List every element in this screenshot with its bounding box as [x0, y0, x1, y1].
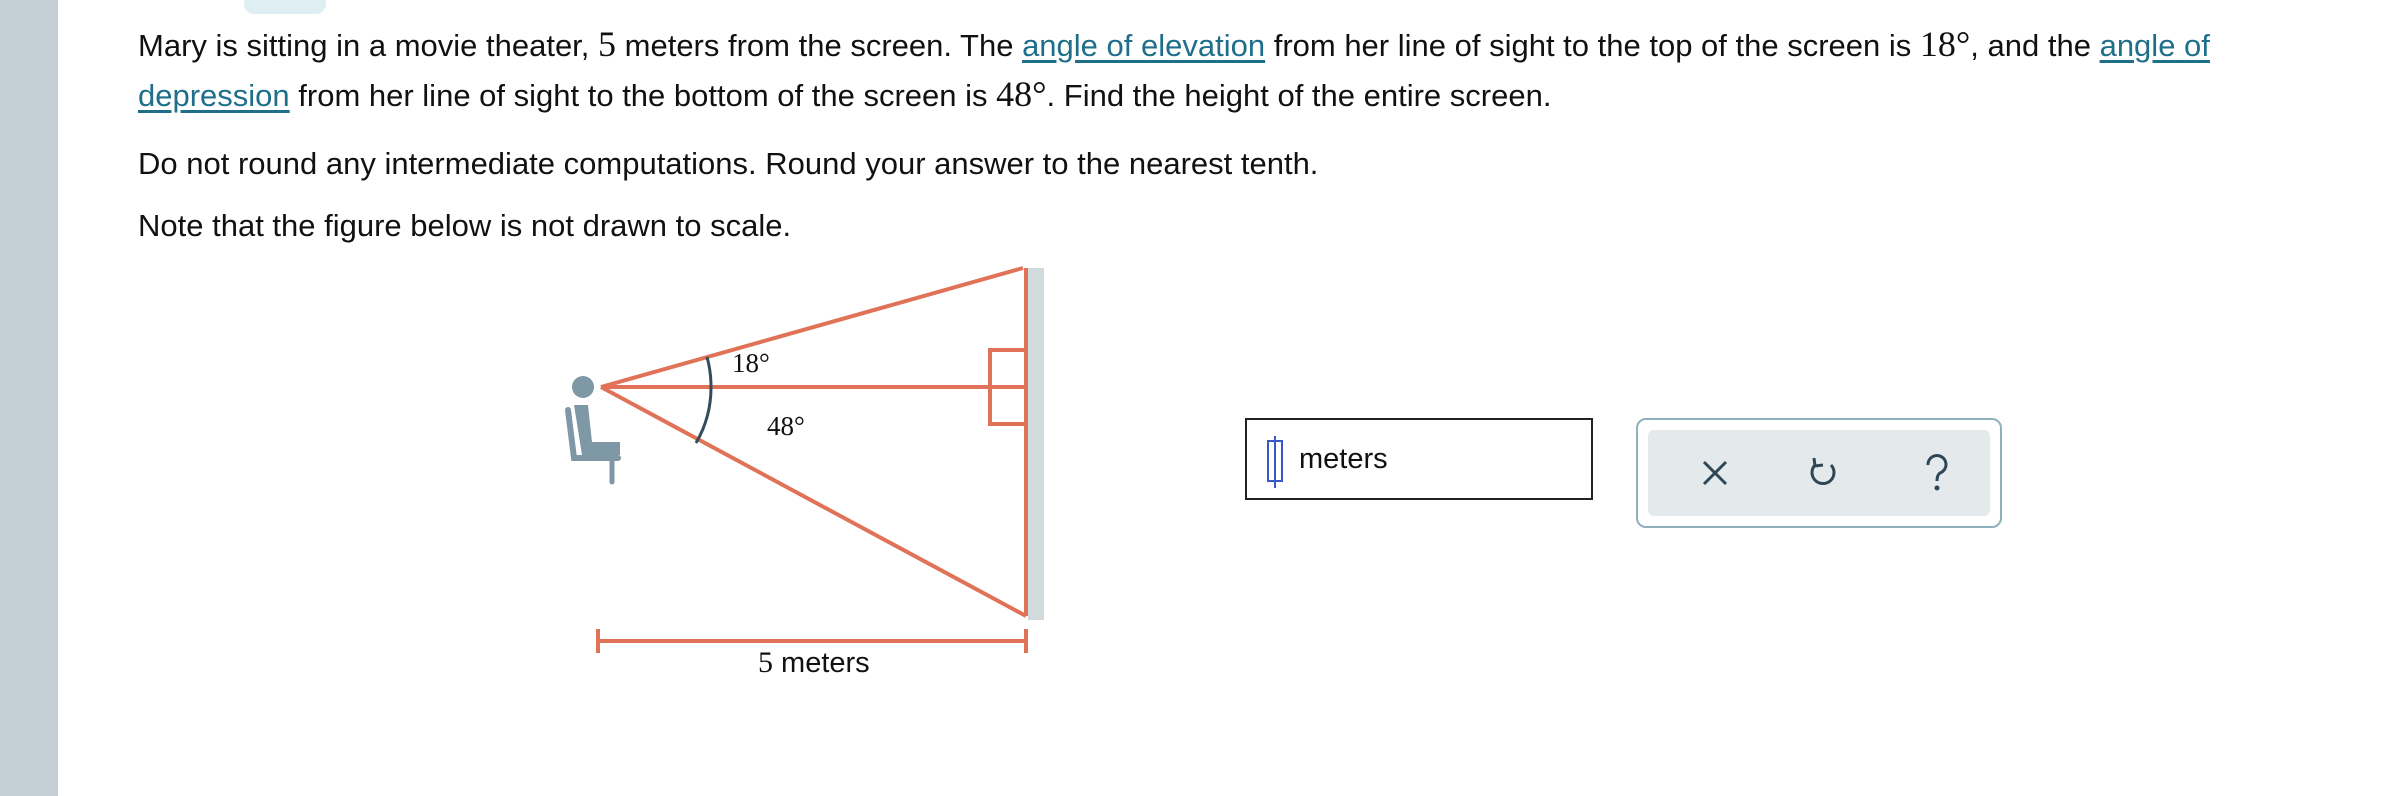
answer-input[interactable]: [1245, 418, 1593, 500]
movie-screen: [1028, 268, 1044, 620]
help-button[interactable]: [1912, 448, 1962, 498]
distance-label: 5 meters: [758, 646, 870, 679]
angle-bottom-value: 48°: [996, 74, 1047, 114]
top-tab[interactable]: [244, 0, 326, 14]
theater-diagram: [560, 250, 1080, 690]
angle-48-label: 48°: [767, 411, 805, 441]
undo-button[interactable]: [1798, 448, 1848, 498]
problem-statement: Mary is sitting in a movie theater, 5 meters from the screen. The angle of elevation from her line of sight to the top of the screen is 18°, and the angle of depression from her line of sight to the bottom of the screen is 48°. Find the height of the entire screen.: [138, 24, 2210, 114]
angle-arc-top: [707, 357, 711, 387]
distance-value: 5: [598, 24, 617, 64]
close-icon: [1700, 458, 1730, 488]
scale-note: Note that the figure below is not drawn to scale.: [138, 208, 792, 243]
text-cursor[interactable]: [1267, 440, 1283, 482]
toolbar-inner: [1648, 430, 1990, 516]
angle-of-depression-link[interactable]: angle of depression: [138, 28, 2210, 113]
left-sidebar-strip: [0, 0, 58, 796]
line-to-top: [601, 268, 1023, 387]
line-to-bottom: [601, 387, 1026, 616]
angle-of-elevation-link[interactable]: angle of elevation: [1022, 28, 1266, 63]
diagram-svg: [560, 250, 1080, 690]
rounding-instruction: Do not round any intermediate computations. Round your answer to the nearest tenth.: [138, 146, 1319, 181]
answer-toolbar: [1636, 418, 2002, 528]
angle-top-value: 18°: [1919, 24, 1971, 64]
angle-18-label: 18°: [732, 348, 770, 378]
angle-arc-bottom: [696, 387, 711, 443]
answer-unit-label: meters: [1299, 443, 1388, 475]
undo-icon: [1805, 455, 1841, 491]
help-icon: [1922, 453, 1952, 493]
clear-button[interactable]: [1690, 448, 1740, 498]
problem-text: [138, 20, 2318, 250]
